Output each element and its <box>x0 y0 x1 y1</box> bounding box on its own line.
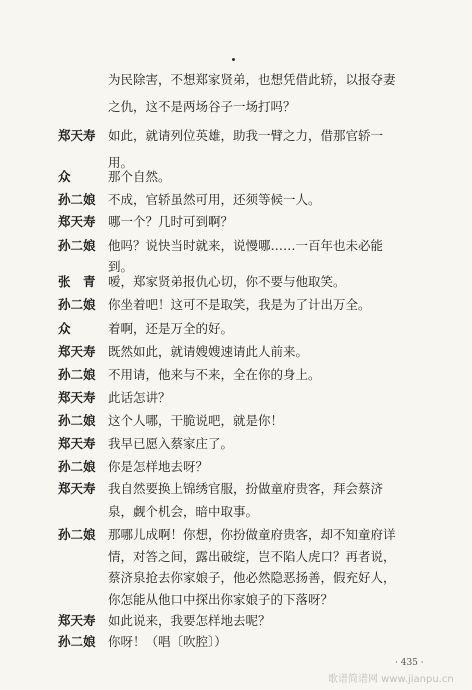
dialogue-line: 你怎能从他口中探出你家娘子的下落呀？ <box>108 592 334 607</box>
speaker-label: 孙二娘 <box>58 527 96 542</box>
dialogue-line: 用。 <box>108 155 134 170</box>
dialogue-line: 嗳，郑家贤弟报仇心切，你不要与他取笑。 <box>108 274 346 289</box>
speaker-label: 孙二娘 <box>58 238 96 253</box>
dialogue-line: 哪一个？几时可到啊？ <box>108 214 234 229</box>
speaker-label: 郑天寿 <box>58 481 96 496</box>
speaker-label: 孙二娘 <box>58 413 96 428</box>
page-mark <box>232 58 235 61</box>
dialogue-line: 此话怎讲？ <box>108 390 171 405</box>
dialogue-line: 情，对答之间，露出破绽，岂不陷人虎口？再者说， <box>108 549 396 564</box>
speaker-label: 孙二娘 <box>58 192 96 207</box>
dialogue-line: 那个自然。 <box>108 169 171 184</box>
dialogue-line: 如此，就请列位英雄，助我一臂之力，借那官轿一 <box>108 128 384 143</box>
speaker-label: 郑天寿 <box>58 613 96 628</box>
speaker-label: 孙二娘 <box>58 297 96 312</box>
speaker-label: 众 <box>58 169 71 184</box>
dialogue-line: 为民除害，不想郑家贤弟，也想凭借此轿，以报夺妻 <box>108 72 396 87</box>
dialogue-line: 你是怎样地去呀？ <box>108 459 209 474</box>
speaker-label: 郑天寿 <box>58 344 96 359</box>
dialogue-line: 到。 <box>108 259 134 274</box>
speaker-label: 郑天寿 <box>58 390 96 405</box>
dialogue-line: 你呀！（唱〔吹腔〕） <box>108 634 227 649</box>
dialogue-line: 这个人哪，干脆说吧，就是你！ <box>108 413 284 428</box>
speaker-label: 郑天寿 <box>58 128 96 143</box>
speaker-label: 孙二娘 <box>58 459 96 474</box>
page-number: · 435 · <box>395 658 424 668</box>
speaker-label: 孙二娘 <box>58 367 96 382</box>
dialogue-line: 之仇，这不是两场谷子一场打吗？ <box>108 99 296 114</box>
watermark: 歌谱简谱网 www.jianpu.cn <box>328 674 454 685</box>
dialogue-line: 不成，官轿虽然可用，还须等候一人。 <box>108 192 321 207</box>
dialogue-line: 如此说来，我要怎样地去呢？ <box>108 613 271 628</box>
dialogue-line: 既然如此，就请嫂嫂速请此人前来。 <box>108 344 309 359</box>
dialogue-line: 那哪儿成啊！你想，你扮做童府贵客，却不知童府详 <box>108 527 396 542</box>
dialogue-line: 我自然要换上锦绣官服，扮做童府贵客，拜会蔡济 <box>108 481 384 496</box>
dialogue-line: 蔡济泉抢去你家娘子，他必然隐恶扬善，假充好人， <box>108 570 396 585</box>
dialogue-line: 我早已愿入蔡家庄了。 <box>108 436 234 451</box>
speaker-label: 孙二娘 <box>58 634 96 649</box>
dialogue-line: 泉，觑个机会，暗中取事。 <box>108 504 259 519</box>
speaker-label: 郑天寿 <box>58 436 96 451</box>
dialogue-line: 着啊，还是万全的好。 <box>108 321 234 336</box>
speaker-label: 张 青 <box>58 274 96 289</box>
speaker-label: 郑天寿 <box>58 214 96 229</box>
dialogue-line: 不用请，他来与不来，全在你的身上。 <box>108 367 321 382</box>
speaker-label: 众 <box>58 321 71 336</box>
dialogue-line: 他吗？说快当时就来，说慢哪……一百年也未必能 <box>108 238 384 253</box>
dialogue-line: 你坐着吧！这可不是取笑，我是为了计出万全。 <box>108 297 371 312</box>
